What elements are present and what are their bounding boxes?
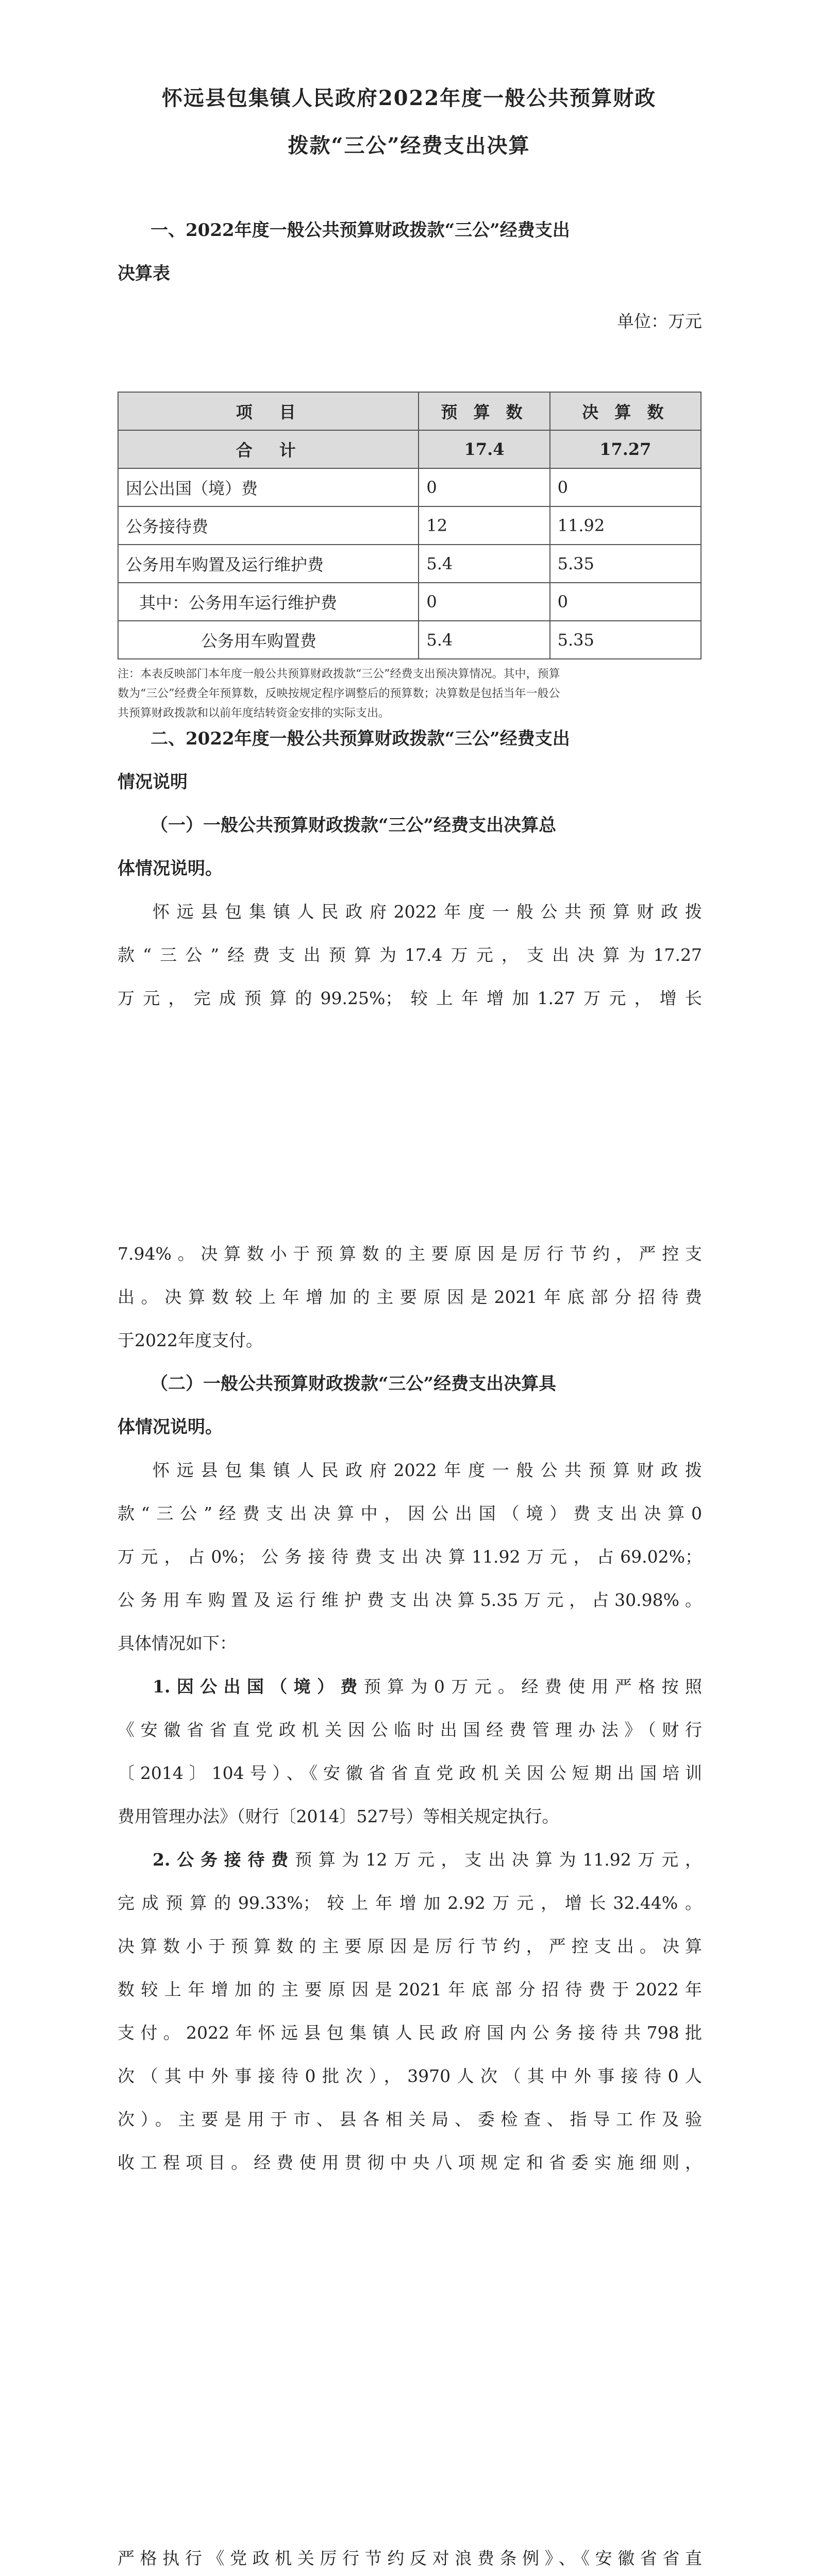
row-label: 公务接待费 — [118, 506, 419, 545]
page-title-line1: 怀远县包集镇人民政府2022年度一般公共预算财政 — [161, 86, 657, 110]
subsection2-heading-line2: 体情况说明。 — [118, 1417, 223, 1437]
row-label: 公务用车购置费 — [118, 621, 419, 659]
row-budget: 5.4 — [419, 545, 549, 583]
row-budget: 0 — [419, 583, 549, 621]
table-header-row — [118, 392, 701, 430]
p1-line1: 怀远县包集镇人民政府2022年度一般公共预算财政拨 — [153, 902, 702, 922]
p1-line6: 于2022年度支付。 — [118, 1330, 263, 1350]
budget-table — [118, 392, 702, 659]
table-row — [118, 468, 701, 506]
header-item: 项 目 — [118, 392, 419, 430]
row-final: 5.35 — [550, 545, 701, 583]
item1-line2: 《安徽省省直党政机关因公临时出国经费管理办法》（财行 — [118, 1720, 702, 1740]
total-final: 17.27 — [550, 430, 701, 468]
note-line2: 数为“三公”经费全年预算数，反映按规定程序调整后的预算数；决算数是包括当年一般公 — [118, 687, 560, 700]
row-final: 0 — [550, 583, 701, 621]
item2-line5: 支付。2022年怀远县包集镇人民政府国内公务接待共798批 — [118, 2023, 702, 2043]
p2-line1: 怀远县包集镇人民政府2022年度一般公共预算财政拨 — [153, 1460, 702, 1480]
item2-line9: 严格执行《党政机关厉行节约反对浪费条例》、《安徽省省直 — [118, 2548, 702, 2568]
table-total-row — [118, 430, 701, 468]
p2-line2: 款“三公”经费支出决算中，因公出国（境）费支出决算0 — [118, 1503, 702, 1523]
table-row — [118, 506, 701, 545]
subsection2-heading-line1: （二）一般公共预算财政拨款“三公”经费支出决算具 — [151, 1374, 557, 1394]
subsection1-heading-line2: 体情况说明。 — [118, 858, 223, 879]
item2-line2: 完成预算的99.33%；较上年增加2.92万元，增长32.44%。 — [118, 1893, 702, 1913]
table-note — [118, 665, 702, 723]
row-budget: 12 — [419, 506, 549, 545]
p2-line4: 公务用车购置及运行维护费支出决算5.35万元，占30.98%。 — [118, 1590, 702, 1610]
row-label: 公务用车购置及运行维护费 — [118, 545, 419, 583]
item2-line7: 次）。主要是用于市、县各相关局、委检查、指导工作及验 — [118, 2109, 702, 2129]
p1-line5: 出。决算数较上年增加的主要原因是2021年底部分招待费 — [118, 1287, 702, 1307]
section2-heading-line2: 情况说明 — [118, 772, 188, 792]
item1-line4: 费用管理办法》（财行〔2014〕527号）等相关规定执行。 — [118, 1806, 559, 1826]
note-line3: 共预算财政拨款和以前年度结转资金安排的实际支出。 — [118, 707, 390, 720]
table-row — [118, 621, 701, 659]
section1-heading-line1: 一、2022年度一般公共预算财政拨款“三公”经费支出 — [151, 220, 570, 241]
page-title-line2: 拨款“三公”经费支出决算 — [288, 133, 530, 158]
table-row — [118, 583, 701, 621]
item1-line1 — [118, 1665, 702, 1708]
note-line1: 注：本表反映部门本年度一般公共预算财政拨款“三公”经费支出预决算情况。其中，预算 — [118, 668, 560, 681]
item1-text: 预算为0万元。经费使用严格按照 — [363, 1676, 702, 1697]
row-final: 0 — [550, 468, 701, 506]
p1-line4: 7.94%。决算数小于预算数的主要原因是厉行节约，严控支 — [118, 1244, 702, 1264]
row-label: 其中：公务用车运行维护费 — [118, 583, 419, 621]
p1-line3: 万元，完成预算的99.25%；较上年增加1.27万元，增长 — [118, 988, 702, 1008]
row-final: 11.92 — [550, 506, 701, 545]
header-budget: 预 算 数 — [419, 392, 549, 430]
item2-text: 预算为12万元，支出决算为11.92万元， — [295, 1850, 702, 1870]
unit-label: 单位：万元 — [617, 311, 702, 331]
total-budget: 17.4 — [419, 430, 549, 468]
table-row — [118, 545, 701, 583]
item2-heading: 2.公务接待费 — [153, 1850, 295, 1870]
p2-line3: 万元，占0%；公务接待费支出决算11.92万元，占69.02%； — [118, 1547, 702, 1567]
item1-line3: 〔2014〕104号）、《安徽省省直党政机关因公短期出国培训 — [118, 1763, 702, 1783]
item2-line8: 收工程项目。经费使用贯彻中央八项规定和省委实施细则， — [118, 2153, 702, 2173]
item1-heading: 1.因公出国（境）费 — [153, 1676, 364, 1697]
item2-line3: 决算数小于预算数的主要原因是厉行节约，严控支出。决算 — [118, 1936, 702, 1956]
row-label: 因公出国（境）费 — [118, 468, 419, 506]
total-label: 合 计 — [118, 430, 419, 468]
item2-line1 — [118, 1838, 702, 1882]
subsection1-heading-line1: （一）一般公共预算财政拨款“三公”经费支出决算总 — [151, 815, 557, 836]
item2-line4: 数较上年增加的主要原因是2021年底部分招待费于2022年 — [118, 1979, 702, 1999]
row-final: 5.35 — [550, 621, 701, 659]
row-budget: 0 — [419, 468, 549, 506]
header-final: 决 算 数 — [550, 392, 701, 430]
p2-line5: 具体情况如下： — [118, 1633, 237, 1653]
section2-heading-line1: 二、2022年度一般公共预算财政拨款“三公”经费支出 — [151, 728, 570, 749]
p1-line2: 款“三公”经费支出预算为17.4万元，支出决算为17.27 — [118, 945, 702, 965]
section1-heading-line2: 决算表 — [118, 263, 170, 284]
row-budget: 5.4 — [419, 621, 549, 659]
item2-line6: 次（其中外事接待0批次），3970人次（其中外事接待0人 — [118, 2066, 702, 2086]
